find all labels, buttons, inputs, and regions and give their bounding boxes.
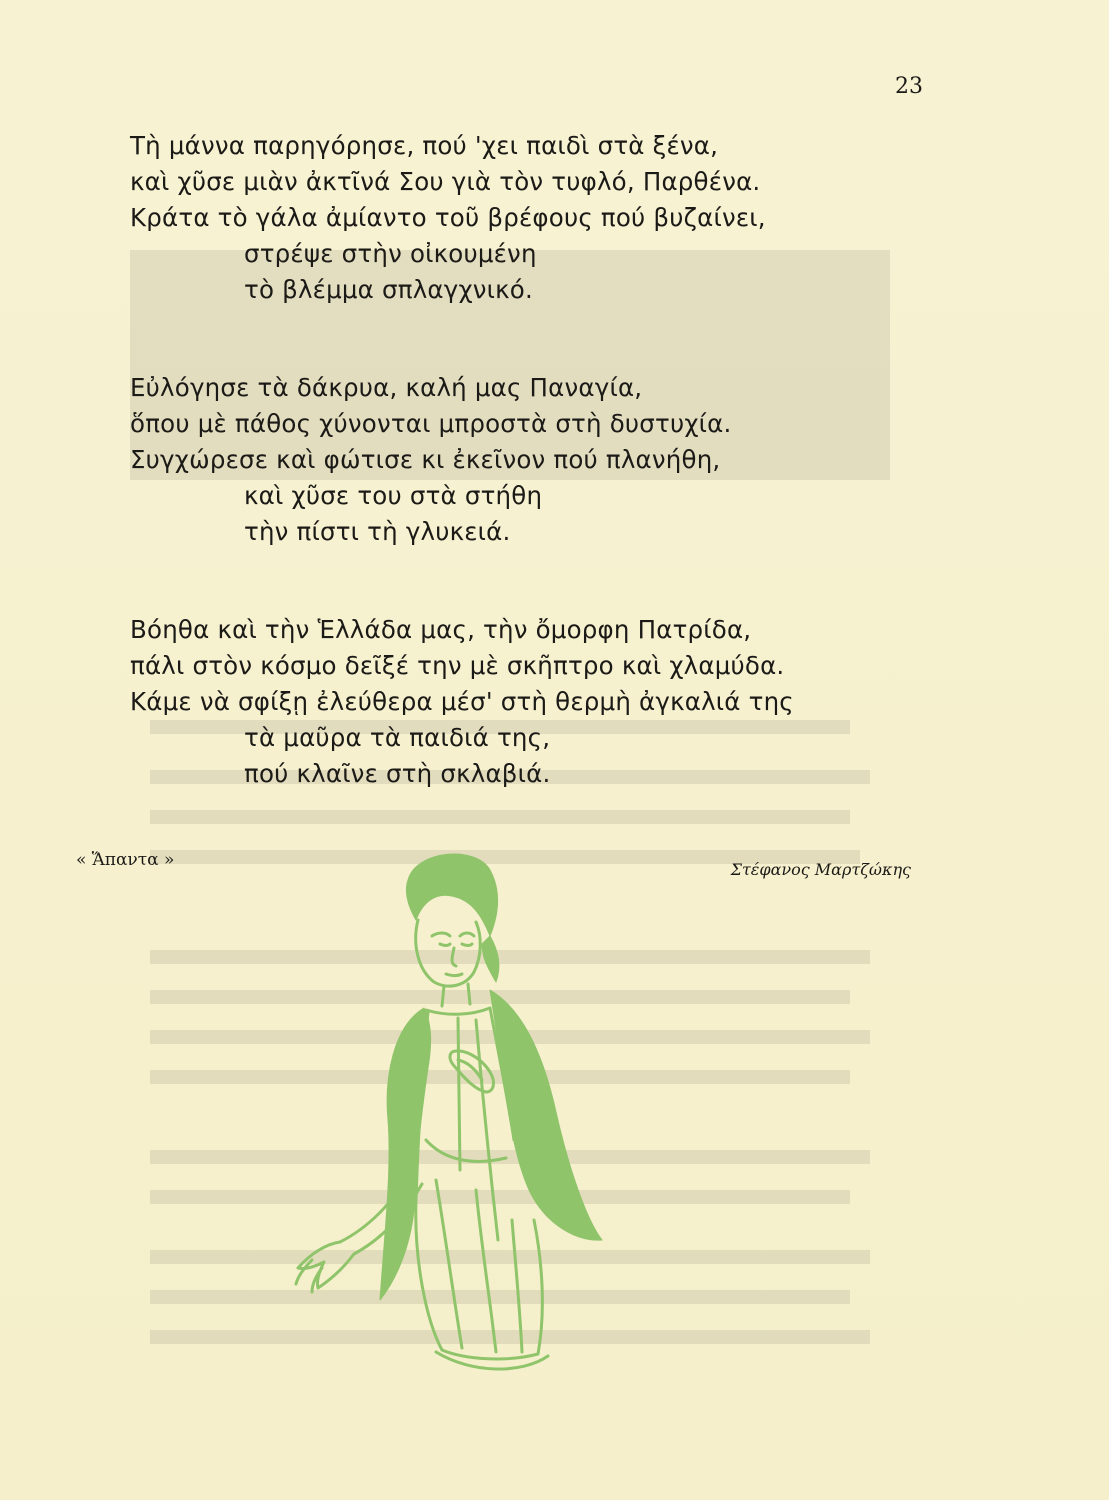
poem-line: τὸ βλέμμα σπλαγχνικό. xyxy=(244,275,533,304)
poem-line: Συγχώρεσε καὶ φώτισε κι ἐκεῖνον πού πλανήθη, xyxy=(130,445,721,474)
stanza-2 xyxy=(130,370,910,550)
poem-line: στρέψε στὴν οἰκουμένη xyxy=(244,239,537,268)
kneeling-figure-icon xyxy=(276,840,616,1380)
stanza-1 xyxy=(130,128,910,308)
poem-line: Κάμε νὰ σφίξῃ ἐλεύθερα μέσ' στὴ θερμὴ ἀγκαλιά της xyxy=(130,687,794,716)
stanza-3 xyxy=(130,612,910,792)
poem-line: Εὐλόγησε τὰ δάκρυα, καλή μας Παναγία, xyxy=(130,373,643,402)
poem-line: πού κλαῖνε στὴ σκλαβιά. xyxy=(244,759,551,788)
poem-line: τὴν πίστι τὴ γλυκειά. xyxy=(244,517,511,546)
poem-line: καὶ χῦσε του στὰ στήθη xyxy=(244,481,543,510)
poem-line: Βόηθα καὶ τὴν Ἑλλάδα μας, τὴν ὄμορφη Πατρίδα, xyxy=(130,615,752,644)
poem-line: Τὴ μάννα παρηγόρησε, πού 'χει παιδὶ στὰ ξένα, xyxy=(130,131,719,160)
poem-line: τὰ μαῦρα τὰ παιδιά της, xyxy=(244,723,551,752)
poem-line: καὶ χῦσε μιὰν ἀκτῖνά Σου γιὰ τὸν τυφλό, Παρθένα. xyxy=(130,167,761,196)
source-citation: « Ἅπαντα » xyxy=(76,850,175,870)
poem-line: Κράτα τὸ γάλα ἀμίαντο τοῦ βρέφους πού βυζαίνει, xyxy=(130,203,766,232)
author-signature: Στέφανος Μαρτζώκης xyxy=(730,860,911,879)
poem-line: πάλι στὸν κόσμο δεῖξέ την μὲ σκῆπτρο καὶ χλαμύδα. xyxy=(130,651,785,680)
page-number: 23 xyxy=(895,74,923,99)
poem-line: ὅπου μὲ πάθος χύνονται μπροστὰ στὴ δυστυχία. xyxy=(130,409,732,438)
